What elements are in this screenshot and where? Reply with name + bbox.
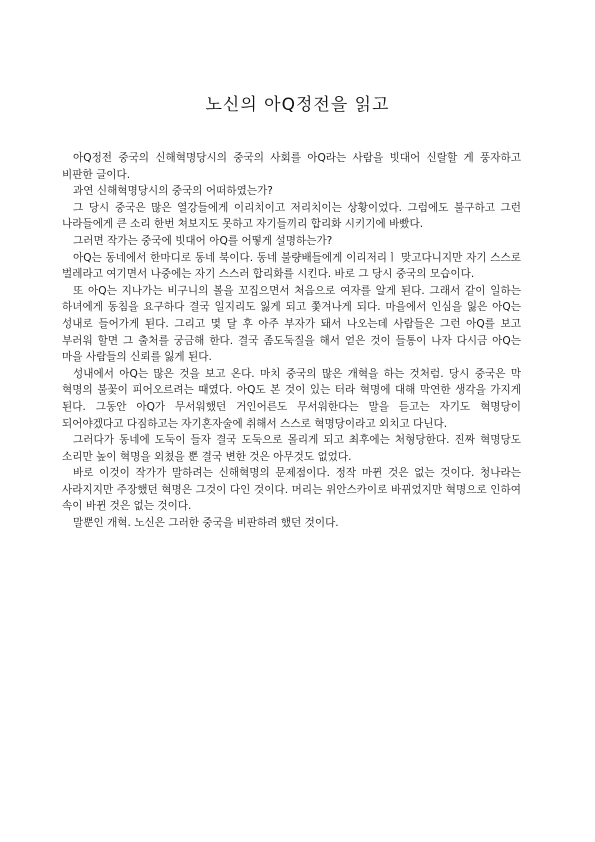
paragraph: 말뿐인 개혁. 노신은 그러한 중국을 비판하려 했던 것이다. [73, 517, 339, 530]
paragraph: 그러다가 동네에 도둑이 들자 결국 도둑으로 몰리게 되고 최후에는 처형당한다. 진짜 혁명당도 소리만 높이 혁명을 외쳤을 뿐 결국 변한 것은 아무것도 없었다. [62, 434, 521, 463]
paragraph: 그러면 작가는 중국에 빗대어 아Q를 어떻게 설명하는가? [73, 234, 333, 247]
document-title: 노신의 아Q정전을 읽고 [205, 95, 390, 115]
paragraph: 또 아Q는 지나가는 비구니의 볼을 꼬집으면서 처음으로 여자를 알게 된다. 그래서 같이 일하는 하녀에게 동침을 요구하다 결국 일지리도 잃게 되고 쫓겨나게 되다. 마을에서 인심을 잃은 아Q는 성내로 들어가게 된다. 그리고 몇 달 후 아주 부자가 돼서 나오는데 사람들은 그런 아Q를 보고 부러워 할면 그 출처를 궁금해 한다. 결국 좀도둑질을 해서 얻은 것이 들통이 나자 다시금 아Q는 마을 사람들의 신뢰를 잃게 된다. [62, 284, 521, 364]
paragraph: 아Q정전 중국의 신해혁명당시의 중국의 사회를 아Q라는 사람을 빗대어 신랄할 게 풍자하고 비판한 글이다. [62, 152, 521, 181]
paragraph: 성내에서 아Q는 많은 것을 보고 온다. 마치 중국의 많은 개혁을 하는 것처럼. 당시 중국은 막 혁명의 불꽃이 피어오르려는 때였다. 아Q도 본 것이 있는 터라 혁명에 대해 막연한 생각을 가지게 된다. 그동안 아Q가 무서워했던 거인어른도 무서워한다는 말을 듣고는 자기도 혁명당이 되어야겠다고 다짐하고는 자기혼자술에 취해서 스스로 혁명당이라고 외치고 다닌다. [62, 367, 521, 430]
paragraph: 바로 이것이 작가가 말하려는 신해혁명의 문제점이다. 정작 마뀐 것은 없는 것이다. 청나라는 사라지지만 주장했던 혁명은 그것이 다인 것이다. 머리는 위안스카이로 바뀌었지만 혁명으로 인하여 속이 바뀐 것은 없는 것이다. [62, 467, 521, 513]
paragraph: 과연 신해혁명당시의 중국의 어떠하였는가? [73, 185, 273, 198]
paragraph: 그 당시 중국은 많은 열강들에게 이리치이고 저리치이는 상황이었다. 그럼에도 불구하고 그런 나라들에게 큰 소리 한번 쳐보지도 못하고 자기들끼리 합리화 시키기에 바빴다. [62, 201, 521, 231]
document-body [62, 150, 521, 532]
paragraph: 아Q는 동네에서 한마디로 동네 북이다. 동네 불량배들에게 이리저리ㅣ 맞고다니지만 자기 스스로 벌레라고 여기면서 나중에는 자기 스스러 합리화를 시킨다. 바로 그 당시 중국의 모습이다. [62, 251, 521, 281]
